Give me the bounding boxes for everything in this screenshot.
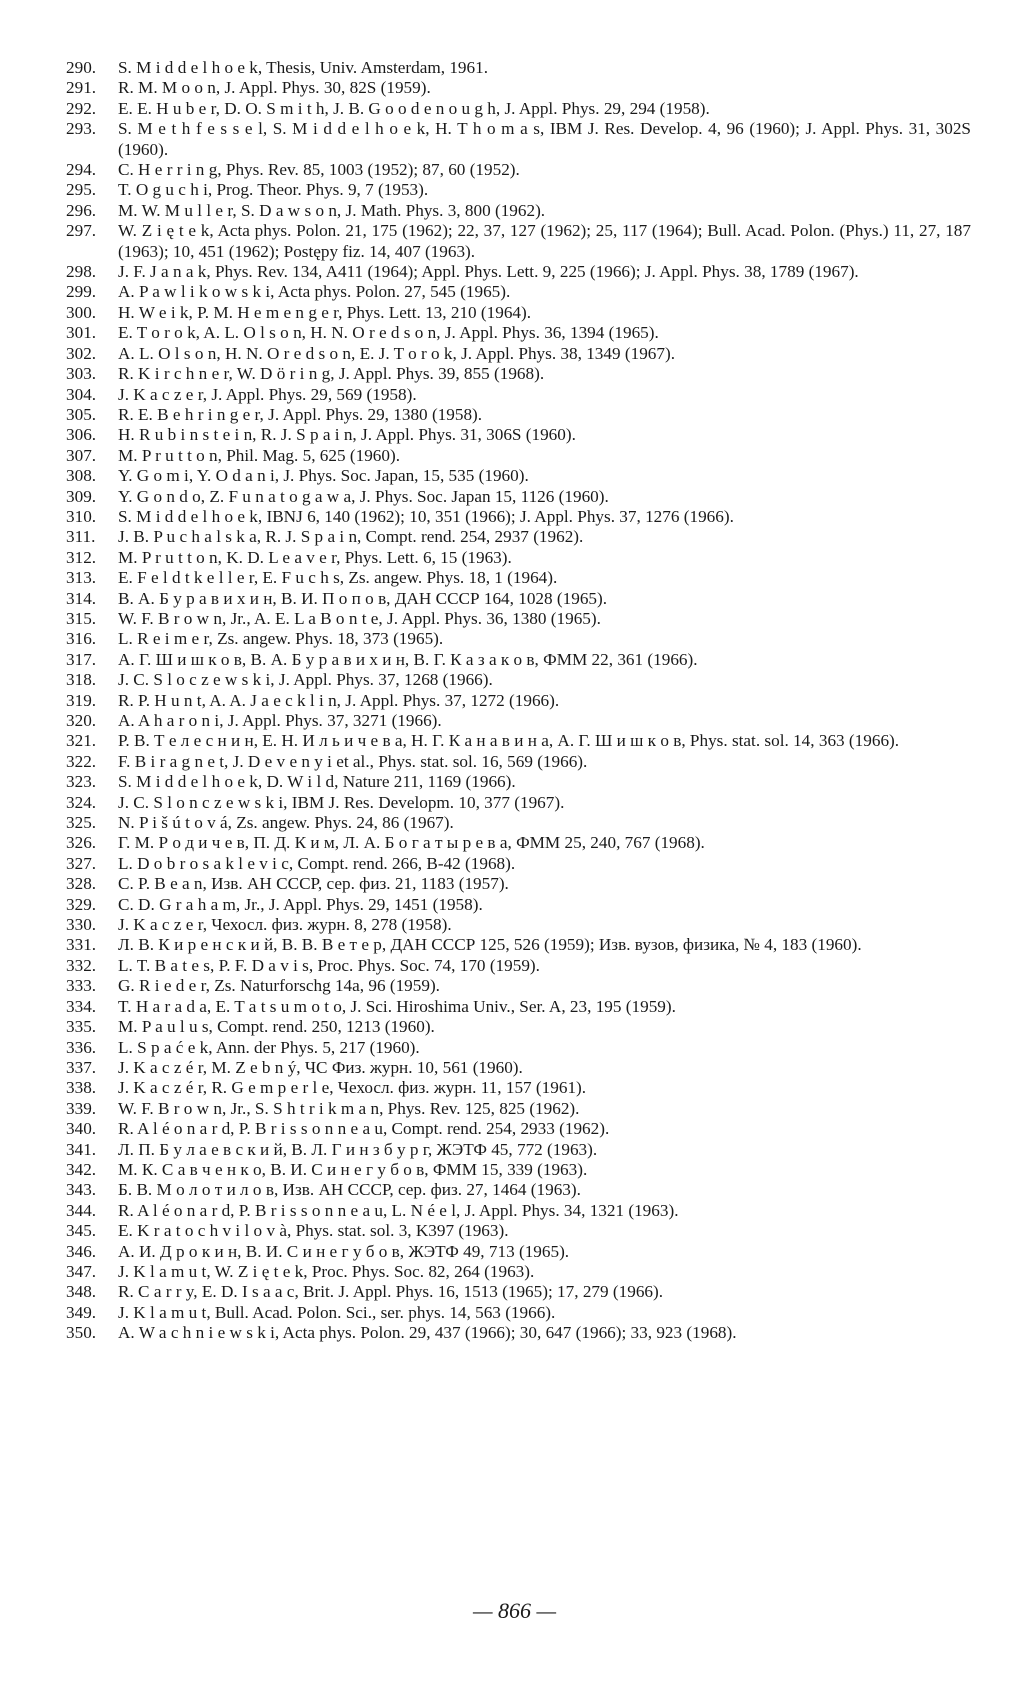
reference-item	[66, 1262, 971, 1282]
reference-item	[66, 752, 971, 772]
reference-item	[66, 833, 971, 853]
reference-text: H. W e i k, P. M. H e m e n g e r, Phys. Lett. 13, 210 (1964).	[118, 302, 532, 322]
reference-text: W. Z i ę t e k, Acta phys. Polon. 21, 175 (1962); 22, 37, 127 (1962); 25, 117 (1964); Bull. Acad. Polon. (Phys.) 11, 27, 187 (1963); 10, 451 (1962); Postępy fiz. 14, 407 (1963).	[118, 221, 971, 261]
reference-number: 311.	[66, 527, 96, 547]
reference-text: J. K a c z é r, M. Z e b n ý, ЧС Физ. журн. 10, 561 (1960).	[118, 1057, 523, 1077]
reference-text: A. A h a r o n i, J. Appl. Phys. 37, 3271 (1966).	[118, 711, 442, 730]
reference-number: 313.	[66, 568, 97, 588]
reference-number: 341.	[66, 1139, 97, 1159]
reference-number: 323.	[66, 772, 97, 792]
reference-text: M. P a u l u s, Compt. rend. 250, 1213 (1960).	[118, 1017, 435, 1037]
reference-number: 293.	[66, 119, 97, 139]
reference-text: L. D o b r o s a k l e v i c, Compt. rend. 266, B-42 (1968).	[118, 853, 516, 873]
reference-item	[66, 568, 971, 588]
reference-text: J. K a c z e r, Чехосл. физ. журн. 8, 278 (1958).	[118, 915, 452, 935]
reference-number: 317.	[66, 649, 97, 669]
reference-number: 337.	[66, 1057, 97, 1077]
reference-number: 297.	[66, 221, 97, 241]
reference-text: S. M i d d e l h o e k, Thesis, Univ. Amsterdam, 1961.	[118, 58, 488, 77]
reference-text: A. L. O l s o n, H. N. O r e d s o n, E. J. T o r o k, J. Appl. Phys. 38, 1349 (1967).	[118, 343, 676, 363]
reference-number: 325.	[66, 813, 97, 833]
reference-number: 332.	[66, 955, 97, 975]
reference-text: Y. G o n d o, Z. F u n a t o g a w a, J. Phys. Soc. Japan 15, 1126 (1960).	[118, 486, 609, 506]
reference-number: 338.	[66, 1078, 97, 1098]
reference-item	[66, 58, 971, 78]
reference-number: 295.	[66, 180, 97, 200]
reference-text: J. K a c z é r, R. G e m p e r l e, Чехосл. физ. журн. 11, 157 (1961).	[118, 1078, 587, 1098]
reference-item	[66, 323, 971, 343]
reference-item	[66, 956, 971, 976]
page-number: — 866 —	[472, 1598, 557, 1623]
reference-item	[66, 609, 971, 629]
reference-number: 307.	[66, 445, 97, 465]
reference-number: 316.	[66, 629, 97, 649]
reference-item	[66, 1038, 971, 1058]
reference-number: 305.	[66, 404, 97, 424]
reference-text: M. P r u t t o n, Phil. Mag. 5, 625 (1960).	[118, 445, 401, 465]
reference-item	[66, 650, 971, 670]
reference-text: A. W a c h n i e w s k i, Acta phys. Polon. 29, 437 (1966); 30, 647 (1966); 33, 923 (1968).	[118, 1323, 737, 1343]
reference-number: 296.	[66, 200, 97, 220]
reference-text: R. M. M o o n, J. Appl. Phys. 30, 82S (1959).	[118, 78, 431, 98]
reference-text: J. K l a m u t, W. Z i ę t e k, Proc. Phys. Soc. 82, 264 (1963).	[118, 1261, 535, 1281]
reference-text: N. P i š ú t o v á, Zs. angew. Phys. 24, 86 (1967).	[118, 813, 454, 833]
reference-item	[66, 1242, 971, 1262]
reference-text: T. O g u c h i, Prog. Theor. Phys. 9, 7 (1953).	[118, 180, 429, 200]
reference-text: R. A l é o n a r d, P. B r i s s o n n e a u, L. N é e l, J. Appl. Phys. 34, 1321 (1963).	[118, 1200, 679, 1220]
reference-number: 343.	[66, 1180, 97, 1200]
reference-text: W. F. B r o w n, Jr., S. S h t r i k m a n, Phys. Rev. 125, 825 (1962).	[118, 1098, 580, 1118]
reference-item	[66, 589, 971, 609]
reference-item	[66, 548, 971, 568]
reference-number: 334.	[66, 996, 97, 1016]
reference-number: 302.	[66, 343, 97, 363]
reference-item	[66, 282, 971, 302]
reference-text: J. F. J a n a k, Phys. Rev. 134, A411 (1964); Appl. Phys. Lett. 9, 225 (1966); J. Appl. Phys. 38, 1789 (1967).	[118, 262, 859, 282]
reference-item	[66, 1323, 971, 1343]
reference-text: В. А. Б у р а в и х и н, В. И. П о п о в, ДАН СССР 164, 1028 (1965).	[118, 588, 608, 608]
reference-number: 303.	[66, 364, 97, 384]
reference-item	[66, 997, 971, 1017]
reference-text: R. A l é o n a r d, P. B r i s s o n n e a u, Compt. rend. 254, 2933 (1962).	[118, 1119, 610, 1139]
reference-item	[66, 854, 971, 874]
reference-number: 312.	[66, 547, 97, 567]
reference-item	[66, 895, 971, 915]
reference-text: J. C. S l o c z e w s k i, J. Appl. Phys. 37, 1268 (1966).	[118, 670, 493, 690]
reference-item	[66, 731, 971, 751]
reference-text: T. H a r a d a, E. T a t s u m o t o, J. Sci. Hiroshima Univ., Ser. A, 23, 195 (1959).	[118, 996, 676, 1016]
reference-number: 342.	[66, 1159, 97, 1179]
reference-item	[66, 793, 971, 813]
reference-number: 319.	[66, 690, 97, 710]
reference-text: J. C. S l o n c z e w s k i, IBM J. Res. Developm. 10, 377 (1967).	[118, 792, 565, 812]
reference-text: Б. В. М о л о т и л о в, Изв. АН СССР, сер. физ. 27, 1464 (1963).	[118, 1180, 581, 1200]
reference-number: 345.	[66, 1221, 97, 1241]
reference-item	[66, 262, 971, 282]
reference-text: Г. М. Р о д и ч е в, П. Д. К и м, Л. А. Б о г а т ы р е в а, ФММ 25, 240, 767 (1968).	[118, 833, 705, 853]
reference-text: L. S p a ć e k, Ann. der Phys. 5, 217 (1960).	[118, 1037, 420, 1057]
reference-number: 327.	[66, 853, 97, 873]
reference-number: 340.	[66, 1119, 97, 1139]
reference-item	[66, 1078, 971, 1098]
reference-text: E. E. H u b e r, D. O. S m i t h, J. B. G o o d e n o u g h, J. Appl. Phys. 29, 294 (1958).	[118, 98, 710, 118]
reference-item	[66, 1201, 971, 1221]
reference-text: W. F. B r o w n, Jr., A. E. L a B o n t e, J. Appl. Phys. 36, 1380 (1965).	[118, 608, 601, 628]
reference-item	[66, 446, 971, 466]
reference-item	[66, 629, 971, 649]
reference-text: E. T o r o k, A. L. O l s o n, H. N. O r e d s o n, J. Appl. Phys. 36, 1394 (1965).	[118, 323, 659, 343]
reference-number: 330.	[66, 915, 97, 935]
reference-item	[66, 99, 971, 119]
reference-number: 301.	[66, 323, 97, 343]
reference-number: 299.	[66, 282, 97, 302]
reference-number: 300.	[66, 302, 97, 322]
reference-item	[66, 344, 971, 364]
reference-text: G. R i e d e r, Zs. Naturforschg 14a, 96 (1959).	[118, 976, 440, 996]
reference-item	[66, 487, 971, 507]
reference-number: 326.	[66, 833, 97, 853]
reference-number: 304.	[66, 384, 97, 404]
reference-number: 291.	[66, 78, 97, 98]
reference-text: H. R u b i n s t e i n, R. J. S p a i n, J. Appl. Phys. 31, 306S (1960).	[118, 425, 576, 445]
reference-text: J. K l a m u t, Bull. Acad. Polon. Sci., ser. phys. 14, 563 (1966).	[118, 1302, 556, 1322]
reference-item	[66, 691, 971, 711]
reference-number: 344.	[66, 1200, 97, 1220]
reference-item	[66, 874, 971, 894]
reference-text: C. P. B e a n, Изв. АН СССР, сер. физ. 21, 1183 (1957).	[118, 874, 509, 894]
reference-number: 346.	[66, 1241, 97, 1261]
reference-item	[66, 385, 971, 405]
reference-number: 308.	[66, 466, 97, 486]
reference-text: J. K a c z e r, J. Appl. Phys. 29, 569 (1958).	[118, 384, 417, 404]
reference-text: F. B i r a g n e t, J. D e v e n y i et al., Phys. stat. sol. 16, 569 (1966).	[118, 751, 588, 771]
reference-item	[66, 303, 971, 323]
reference-item	[66, 201, 971, 221]
reference-item	[66, 935, 971, 955]
reference-item	[66, 507, 971, 527]
reference-text: М. К. С а в ч е н к о, В. И. С и н е г у б о в, ФММ 15, 339 (1963).	[118, 1159, 588, 1179]
reference-item	[66, 160, 971, 180]
reference-text: L. R e i m e r, Zs. angew. Phys. 18, 373 (1965).	[118, 629, 444, 649]
reference-item	[66, 1221, 971, 1241]
reference-number: 321.	[66, 731, 97, 751]
reference-number: 294.	[66, 160, 97, 180]
reference-item	[66, 119, 971, 160]
reference-item	[66, 772, 971, 792]
reference-text: А. И. Д р о к и н, В. И. С и н е г у б о в, ЖЭТФ 49, 713 (1965).	[118, 1241, 570, 1261]
reference-number: 336.	[66, 1037, 97, 1057]
reference-item	[66, 711, 971, 731]
reference-text: C. D. G r a h a m, Jr., J. Appl. Phys. 29, 1451 (1958).	[118, 894, 483, 914]
reference-item	[66, 405, 971, 425]
reference-number: 290.	[66, 58, 97, 77]
reference-text: A. P a w l i k o w s k i, Acta phys. Polon. 27, 545 (1965).	[118, 282, 511, 302]
reference-item	[66, 976, 971, 996]
reference-number: 292.	[66, 98, 97, 118]
reference-item	[66, 670, 971, 690]
reference-text: E. F e l d t k e l l e r, E. F u c h s, Zs. angew. Phys. 18, 1 (1964).	[118, 568, 558, 588]
reference-item	[66, 221, 971, 262]
reference-number: 349.	[66, 1302, 97, 1322]
reference-item	[66, 180, 971, 200]
reference-item	[66, 1119, 971, 1139]
reference-text: J. B. P u c h a l s k a, R. J. S p a i n, Compt. rend. 254, 2937 (1962).	[118, 527, 584, 547]
reference-item	[66, 813, 971, 833]
reference-item	[66, 1180, 971, 1200]
reference-number: 348.	[66, 1282, 97, 1302]
reference-number: 320.	[66, 711, 97, 730]
reference-number: 309.	[66, 486, 97, 506]
reference-text: M. W. M u l l e r, S. D a w s o n, J. Math. Phys. 3, 800 (1962).	[118, 200, 546, 220]
reference-number: 347.	[66, 1261, 97, 1281]
reference-number: 318.	[66, 670, 97, 690]
reference-text: А. Г. Ш и ш к о в, В. А. Б у р а в и х и н, В. Г. К а з а к о в, ФММ 22, 361 (1966).	[118, 649, 698, 669]
reference-item	[66, 527, 971, 547]
reference-number: 306.	[66, 425, 97, 445]
reference-number: 314.	[66, 588, 97, 608]
reference-item	[66, 1303, 971, 1323]
reference-text: S. M i d d e l h o e k, D. W i l d, Nature 211, 1169 (1966).	[118, 772, 516, 792]
reference-text: E. K r a t o c h v i l o v à, Phys. stat. sol. 3, K397 (1963).	[118, 1221, 509, 1241]
reference-number: 331.	[66, 935, 97, 955]
reference-item	[66, 466, 971, 486]
reference-text: S. M e t h f e s s e l, S. M i d d e l h o e k, H. T h o m a s, IBM J. Res. Develop. 4, 96 (1960); J. Appl. Phys. 31, 302S (1960).	[118, 119, 971, 159]
reference-number: 310.	[66, 506, 97, 526]
reference-item	[66, 1058, 971, 1078]
reference-item	[66, 425, 971, 445]
reference-text: M. P r u t t o n, K. D. L e a v e r, Phys. Lett. 6, 15 (1963).	[118, 547, 512, 567]
reference-item	[66, 1282, 971, 1302]
reference-number: 322.	[66, 751, 97, 771]
reference-number: 329.	[66, 894, 97, 914]
reference-text: R. K i r c h n e r, W. D ö r i n g, J. Appl. Phys. 39, 855 (1968).	[118, 364, 545, 384]
reference-number: 298.	[66, 262, 97, 282]
reference-text: Л. В. К и р е н с к и й, В. В. В е т е р, ДАН СССР 125, 526 (1959); Изв. вузов, физика, № 4, 183 (1960).	[118, 935, 862, 955]
reference-text: C. H e r r i n g, Phys. Rev. 85, 1003 (1952); 87, 60 (1952).	[118, 160, 520, 180]
reference-number: 333.	[66, 976, 97, 996]
reference-number: 350.	[66, 1323, 97, 1343]
reference-list	[66, 58, 971, 1344]
reference-text: Р. В. Т е л е с н и н, Е. Н. И л ь и ч е в а, Н. Г. К а н а в и н а, А. Г. Ш и ш к о в, Phys. stat. sol. 14, 363 (1966).	[118, 731, 900, 751]
reference-item	[66, 1017, 971, 1037]
reference-item	[66, 1099, 971, 1119]
reference-text: R. P. H u n t, A. A. J a e c k l i n, J. Appl. Phys. 37, 1272 (1966).	[118, 690, 560, 710]
reference-item	[66, 915, 971, 935]
reference-item	[66, 1160, 971, 1180]
reference-text: Л. П. Б у л а е в с к и й, В. Л. Г и н з б у р г, ЖЭТФ 45, 772 (1963).	[118, 1139, 598, 1159]
reference-text: S. M i d d e l h o e k, IBNJ 6, 140 (1962); 10, 351 (1966); J. Appl. Phys. 37, 1276 (1966).	[118, 506, 734, 526]
reference-item	[66, 364, 971, 384]
reference-number: 315.	[66, 608, 97, 628]
reference-item	[66, 78, 971, 98]
reference-text: R. E. B e h r i n g e r, J. Appl. Phys. 29, 1380 (1958).	[118, 404, 483, 424]
reference-number: 339.	[66, 1098, 97, 1118]
reference-text: R. C a r r y, E. D. I s a a c, Brit. J. Appl. Phys. 16, 1513 (1965); 17, 279 (1966).	[118, 1282, 664, 1302]
reference-number: 324.	[66, 792, 97, 812]
reference-item	[66, 1140, 971, 1160]
reference-text: Y. G o m i, Y. O d a n i, J. Phys. Soc. Japan, 15, 535 (1960).	[118, 466, 529, 486]
reference-number: 335.	[66, 1017, 97, 1037]
reference-text: L. T. B a t e s, P. F. D a v i s, Proc. Phys. Soc. 74, 170 (1959).	[118, 955, 540, 975]
reference-number: 328.	[66, 874, 97, 894]
